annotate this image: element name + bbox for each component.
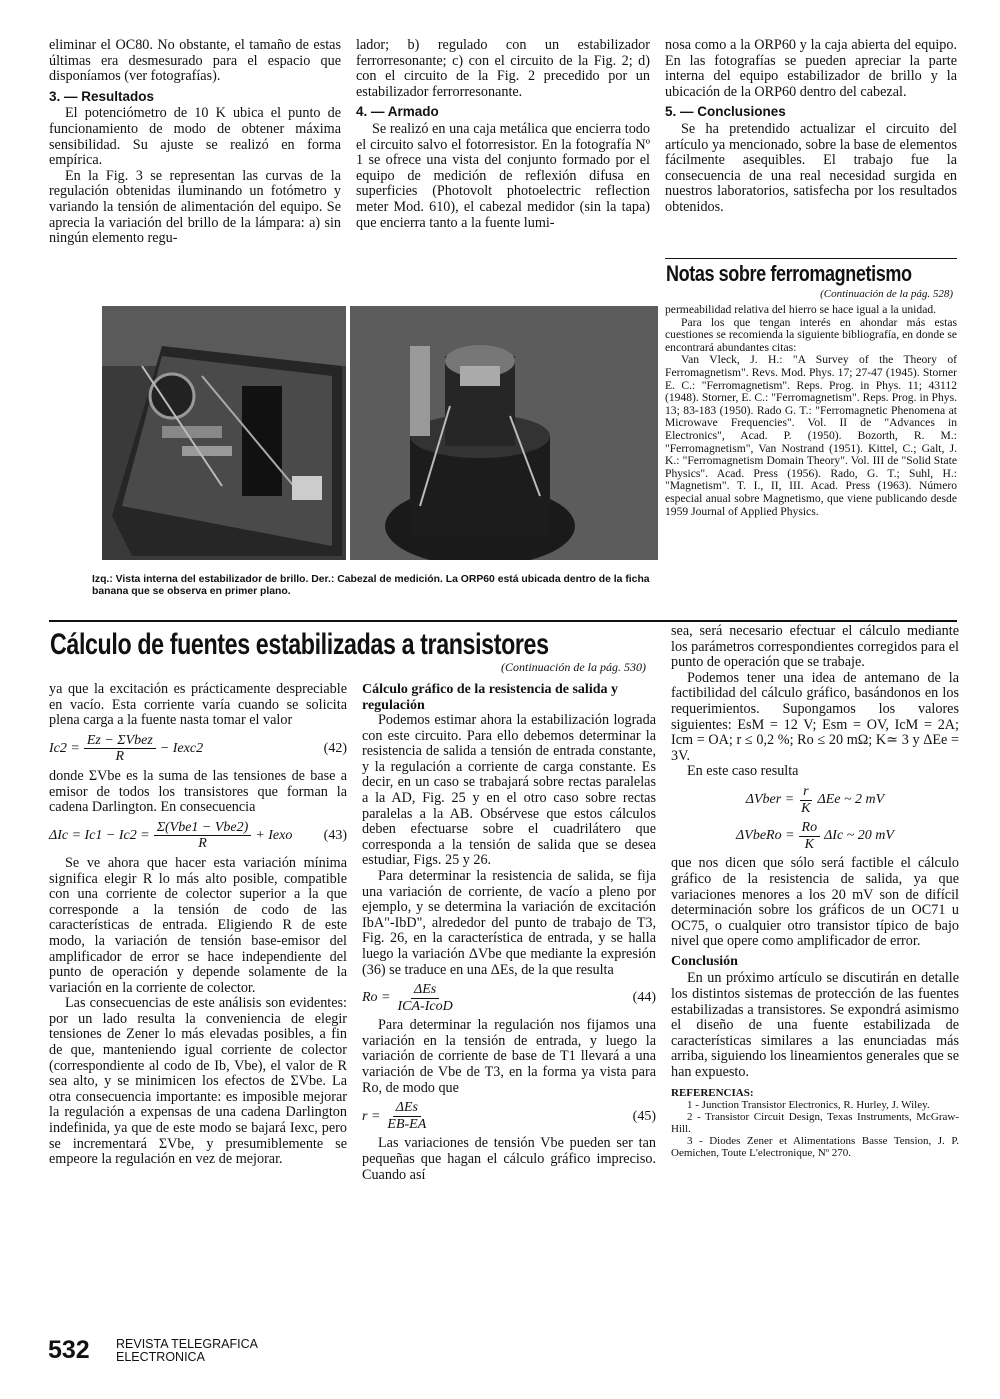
equation-number: (45) [632, 1108, 656, 1124]
eq-rhs: ΔIc ~ 20 mV [824, 828, 894, 844]
photo-brightness-stabilizer [102, 306, 346, 560]
equation-44 [362, 982, 656, 1014]
notas-body [665, 304, 957, 518]
eq-denominator: K [804, 836, 814, 852]
paragraph: Podemos tener una idea de antemano de la factibilidad del cálculo gráfico, basándonos en los requerimientos. Supongamos los valores siguientes: EsM = 12 V; Esm = OV, IcM = 2A; Icm = OA; r ≤ 0,2 %; Ro ≤ 20 mΩ; K≃ 3 y ΔEe = 3V. [671, 669, 959, 764]
eq-rhs: − Iexc2 [159, 741, 204, 757]
fraction [84, 733, 156, 765]
paragraph: permeabilidad relativa del hierro se hace igual a la unidad. [665, 303, 937, 316]
subsection-heading: Cálculo gráfico de la resistencia de salida y regulación [362, 682, 618, 713]
journal-name-line-1: REVISTA TELEGRAFICA [116, 1337, 258, 1351]
eq-lhs: ΔIc = Ic1 − Ic2 = [49, 828, 150, 844]
article-column-3 [671, 624, 959, 1159]
top-column-1 [49, 38, 341, 247]
fraction [384, 1100, 429, 1132]
eq-denominator: K [801, 800, 811, 816]
paragraph: Para los que tengan interés en ahondar más estas cuestiones se recomienda la siguiente bibliografía, en donde se encontrará abundantes citas: [665, 315, 957, 354]
fraction [799, 820, 821, 852]
article-column-2 [362, 682, 656, 1183]
eq-numerator: Ez − ΣVbez [84, 733, 156, 750]
bibliography: Van Vleck, J. H.: "A Survey of the Theory of Ferromagnetism". Revs. Mod. Phys. 17; 27-47 (1945). Storner E. C.: "Ferromagnetism". Reps. Prog. in Phys. 11; 43112 (1948). Storner, E. C.: "Ferromagnetism". Reps. Prog. in Phys. 13; 83-183 (1950). Rado G. T.: "Ferromagnetic Phenomena at Microwave Frequencies". Vol. II de "Advances in Electronics", Acad. P. (1950). Bozorth, R. M.: "Ferromagnetism", Van Nostrand (1951). Kittel, C.; Galt, J. K.: "Ferromagnetism Domain Theory". Vol. III de "Solid State Physics". Acad. Press (1956). Rado, G. T.; Suhl, H.: "Magnetism". T. I., II, III. Acad. Press (1963). Número especial anual sobre Magnetismo, que viene publicando desde 1959 Journal of Applied Physics. [665, 353, 957, 518]
equation-45 [362, 1100, 656, 1132]
section-heading: 4. — Armado [356, 104, 439, 120]
paragraph: Las variaciones de tensión Vbe pueden ser tan pequeñas que hagan el cálculo gráfico impreciso. Cuando así [362, 1135, 656, 1183]
reference-item: 2 - Transistor Circuit Design, Texas Instruments, McGraw-Hill. [671, 1110, 959, 1135]
paragraph: eliminar el OC80. No obstante, el tamaño de estas últimas era desmesurado para el espacio que disponíamos (ver fotografías). [49, 37, 341, 85]
article-continuation: (Continuación de la pág. 530) [501, 660, 646, 674]
eq-denominator: R [115, 749, 125, 765]
eq-denominator: EB-EA [387, 1116, 427, 1132]
references-heading: REFERENCIAS: [671, 1086, 754, 1099]
equation-dvbero [671, 820, 959, 852]
eq-numerator: ΔEs [411, 982, 439, 999]
eq-numerator: r [800, 784, 811, 801]
paragraph: En un próximo artículo se discutirán en detalle los distintos sistemas de protección de las fuentes estabilizadas a transistores. Se expondrá asimismo el diseño de una fuente estabilizada de características similares a las enunciadas más arriba, siguiendo los lineamientos generales que se han expuesto. [671, 970, 959, 1081]
article-title: Cálculo de fuentes estabilizadas a transistores [50, 628, 549, 661]
paragraph: nosa como a la ORP60 y la caja abierta del equipo. En las fotografías se pueden apreciar la parte interna del equipo estabilizador de brillo y la ubicación de la ORP60 dentro del cabezal. [665, 37, 957, 100]
stabilizer-photo-image [102, 306, 346, 560]
eq-lhs: Ro = [362, 990, 391, 1006]
photo-measuring-head [350, 306, 658, 560]
eq-numerator: ΔEs [393, 1100, 421, 1117]
paragraph: lador; b) regulado con un estabilizador ferrorresonante; c) con el circuito de la Fig. 2; d) con el circuito de la Fig. 2 precedido por un estabilizador ferrorresonante. [356, 37, 650, 100]
paragraph: ya que la excitación es prácticamente despreciable en vacío. Esta corriente varía cuando se solicita plena carga a la fuente nasta tomar el valor [49, 681, 347, 729]
eq-numerator: Σ(Vbe1 − Vbe2) [154, 820, 252, 837]
eq-lhs: r = [362, 1108, 381, 1124]
equation-number: (43) [323, 828, 347, 844]
notas-title: Notas sobre ferromagnetismo [666, 261, 912, 286]
eq-rhs: + Iexo [255, 828, 293, 844]
photo-caption: Izq.: Vista interna del estabilizador de brillo. Der.: Cabezal de medición. La ORP60 está ubicada dentro de la ficha banana que se observa en primer plano. [92, 574, 650, 597]
paragraph: En la Fig. 3 se representan las curvas de la regulación obtenidas iluminando un fotómetro y variando la tensión de alimentación del equipo. Se aprecia la variación del brillo de la lámpara: a) sin ningún elemento regu- [49, 167, 341, 247]
section-heading: 3. — Resultados [49, 88, 155, 104]
eq-lhs: ΔVber = [745, 792, 795, 808]
paragraph: sea, será necesario efectuar el cálculo mediante los parámetros correspondientes corregidos para el punto de operación que se trabaje. [671, 623, 959, 671]
fraction [798, 784, 813, 816]
notas-continuation: (Continuación de la pág. 528) [820, 288, 953, 300]
paragraph: En este caso resulta [687, 763, 799, 780]
eq-denominator: R [198, 836, 207, 852]
paragraph: Se ha pretendido actualizar el circuito del artículo ya mencionado, sobre la base de elementos fácilmente asequibles. El trabajo fue la consecuencia de una real necesidad surgida en nuestros laboratorios, satisfecha por los resultados obtenidos. [665, 120, 957, 215]
divider [665, 258, 957, 259]
page-number: 532 [48, 1336, 90, 1364]
article-column-1 [49, 682, 347, 1168]
top-column-2 [356, 38, 650, 231]
eq-numerator: Ro [799, 820, 821, 837]
measuring-head-photo-image [350, 306, 658, 560]
eq-lhs: ΔVbeRo = [736, 828, 795, 844]
paragraph: Se ve ahora que hacer esta variación mínima significa elegir R lo más alto posible, compatible con una corriente de colector superior a la que corresponde a la tensión de codo de las características de entrada. Eligiendo R de este modo, la variación de tensión base-emisor del amplificador de error se hace independiente del punto de operación y depende solamente de la variación en la corriente de colector. [49, 854, 347, 996]
equation-42 [49, 733, 347, 765]
fraction [154, 820, 252, 852]
eq-lhs: Ic2 = [49, 741, 80, 757]
paragraph: Podemos estimar ahora la estabilización lograda con este circuito. Para ello debemos determinar la resistencia de salida a tensión de entrada constante, y la regulación a corriente de carga constante. Es decir, en un caso se trabajará sobre rectas paralelas a la AD, Fig. 25 y en el otro caso sobre rectas paralelas a la AB. Obsérvese que estos cálculos deben efectuarse sobre el cuadrilátero que corresponda a la tensión de salida que se desea estudiar, Figs. 25 y 26. [362, 712, 656, 869]
equation-number: (44) [632, 990, 656, 1006]
paragraph: que nos dicen que sólo será factible el cálculo gráfico de la resistencia de salida, ya que variaciones menores a los 20 mV son de difícil determinación sobre los gráficos de un OC71 u OC75, o cualquier otro transistor típico de bajo nivel que opere como amplificador de error. [671, 855, 959, 950]
equation-dvber [671, 784, 959, 816]
paragraph: Las consecuencias de este análisis son evidentes: por un lado resulta la conveniencia de elegir tensiones de Zener lo más elevadas posibles, a fin de que, manteniendo igual corriente de colector (correspondiente al codo de Ib, Vbe), el valor de R sea alto, y se minimicen los efectos de ΣVbe. La otra consecuencia importante: es imposible mejorar la regulación a expensas de una cadena Darlington indefinida, ya que de este modo se bajará Iexc, pero se incrementará ΣVbe, y presumiblemente se empeore la regulación en vez de mejorar. [49, 995, 347, 1168]
fraction [395, 982, 456, 1014]
paragraph: donde ΣVbe es la suma de las tensiones de base a emisor de todos los transistores que forman la cadena Darlington. En consecuencia [49, 767, 347, 816]
equation-number: (42) [323, 741, 347, 757]
paragraph: Para determinar la regulación nos fijamos una variación en la tensión de entrada, y luego la variación de corriente de base de T1 llevará a una variación de Vbe de T3, en la forma ya vista para Ro, de modo que [362, 1017, 656, 1096]
equation-43 [49, 820, 347, 852]
eq-denominator: ICA-IcoD [397, 998, 453, 1014]
section-divider [49, 620, 957, 622]
section-heading: Conclusión [671, 953, 738, 969]
journal-name-line-2: ELECTRONICA [116, 1350, 205, 1364]
references [671, 1087, 959, 1159]
reference-item: 3 - Diodes Zener et Alimentations Basse Tension, J. P. Oemichen, Toute L'electronique, Nº 270. [671, 1134, 959, 1159]
section-heading: 5. — Conclusiones [665, 104, 786, 120]
paragraph: El potenciómetro de 10 K ubica el punto de funcionamiento de modo de obtener máxima sensibilidad. Su ajuste se realizó en forma empírica. [49, 105, 341, 169]
reference-item: 1 - Junction Transistor Electronics, R. Hurley, J. Wiley. [687, 1098, 930, 1111]
paragraph: Para determinar la resistencia de salida, se fija una variación de corriente, de vacío a pleno por ejemplo, y se determina la variación de excitación IbA"-IbD", alrededor del punto de trabajo de T3, Fig. 26, en la característica de entrada, y se halla luego la variación ΔVbe que mediante la expresión (36) se traduce en una ΔEs, de la que resulta [362, 867, 656, 978]
eq-rhs: ΔEe ~ 2 mV [817, 792, 885, 808]
top-column-3 [665, 38, 957, 216]
paragraph: Se realizó en una caja metálica que encierra todo el circuito salvo el fotorresistor. En la fotografía Nº 1 se ofrece una vista del conjunto formado por el equipo de medición de reflexión difusa en superficies (Photovolt photoelectric reflection meter Mod. 610), el cabezal medidor (sin la tapa) que encierra tanto a la fuente lumi- [356, 120, 650, 231]
